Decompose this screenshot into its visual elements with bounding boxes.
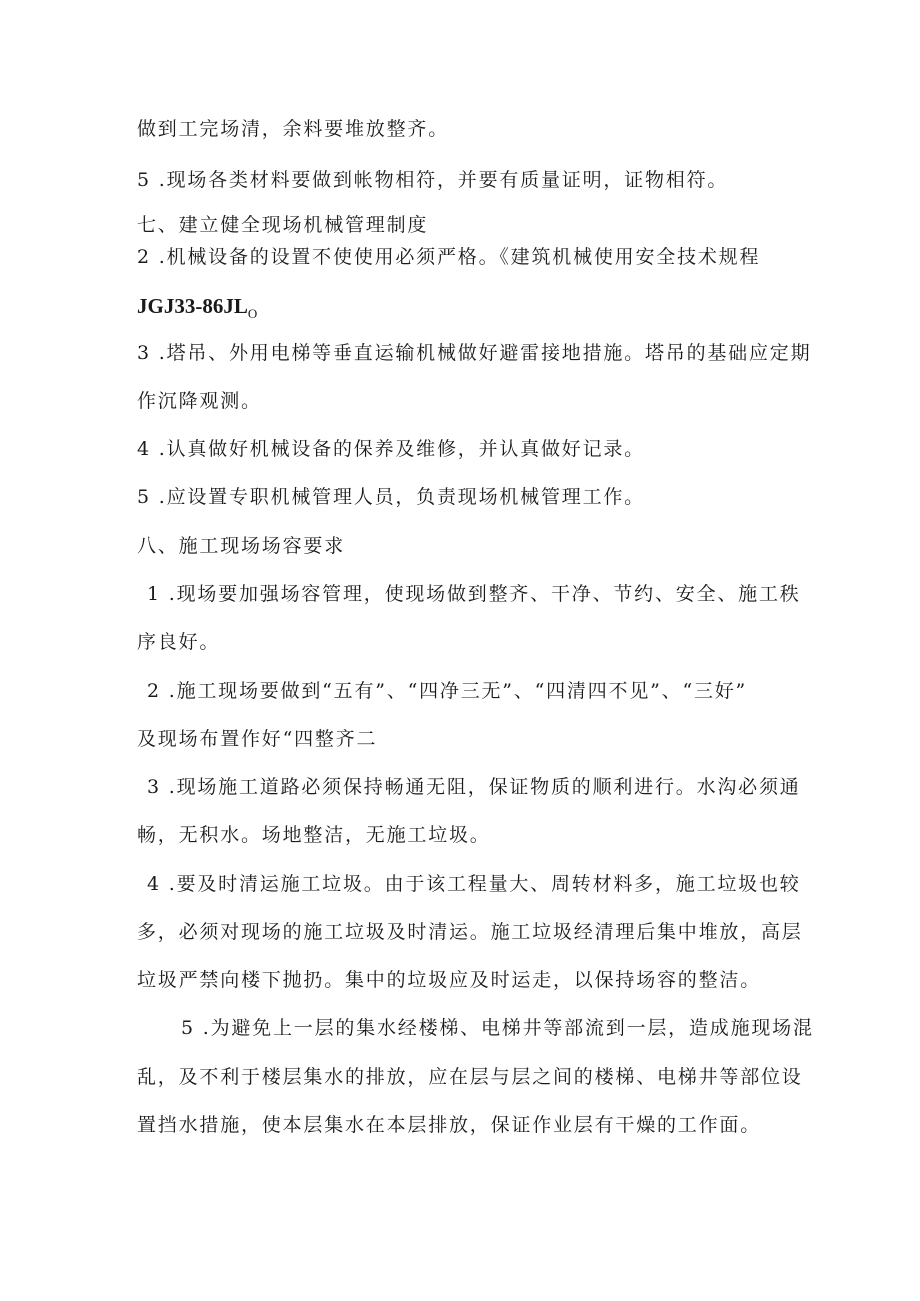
- text-line: 及现场布置作好“四整齐二: [137, 728, 378, 750]
- text-line: 5 .为避免上一层的集水经楼梯、电梯井等部流到一层，造成施现场混: [181, 1017, 814, 1039]
- text-line: 2 .施工现场要做到“五有”、“四净三无”、“四清四不见”、“三好”: [147, 680, 748, 702]
- section-heading: 七、建立健全现场机械管理制度: [137, 214, 429, 236]
- section-heading: 八、施工现场场容要求: [137, 535, 346, 557]
- text-line: 2 .机械设备的设置不使使用必须严格。《建筑机械使用安全技术规程: [137, 246, 761, 268]
- text-line: 4 .认真做好机械设备的保养及维修，并认真做好记录。: [137, 438, 645, 460]
- standard-code-suffix: O: [247, 306, 258, 322]
- text-line: 3 .现场施工道路必须保持畅通无阻，保证物质的顺利进行。水沟必须通: [147, 776, 801, 798]
- standard-code-text: JGJ33-86JL: [137, 294, 248, 318]
- text-line: 序良好。: [137, 631, 221, 653]
- text-line: 垃圾严禁向楼下抛扔。集中的垃圾应及时运走，以保持场容的整洁。: [137, 969, 762, 991]
- text-line: 5 .应设置专职机械管理人员，负责现场机械管理工作。: [137, 486, 645, 508]
- text-line: 做到工完场清，余料要堆放整齐。: [137, 118, 450, 140]
- text-line: 乱，及不利于楼层集水的排放，应在层与层之间的楼梯、电梯井等部位设: [137, 1066, 803, 1088]
- text-line: 置挡水措施，使本层集水在本层排放，保证作业层有干燥的工作面。: [137, 1114, 762, 1136]
- text-line: 作沉降观测。: [137, 390, 262, 412]
- standard-code: [137, 296, 257, 320]
- text-line: 5 .现场各类材料要做到帐物相符，并要有质量证明，证物相符。: [137, 169, 729, 191]
- text-line: 畅，无积水。场地整洁，无施工垃圾。: [137, 824, 491, 846]
- text-line: 1 .现场要加强场容管理，使现场做到整齐、干净、节约、安全、施工秩: [147, 583, 801, 605]
- text-line: 多，必须对现场的施工垃圾及时清运。施工垃圾经清理后集中堆放，高层: [137, 921, 803, 943]
- text-line: 4 .要及时清运施工垃圾。由于该工程量大、周转材料多，施工垃圾也较: [147, 873, 801, 895]
- text-line: 3 .塔吊、外用电梯等垂直运输机械做好避雷接地措施。塔吊的基础应定期: [137, 342, 812, 364]
